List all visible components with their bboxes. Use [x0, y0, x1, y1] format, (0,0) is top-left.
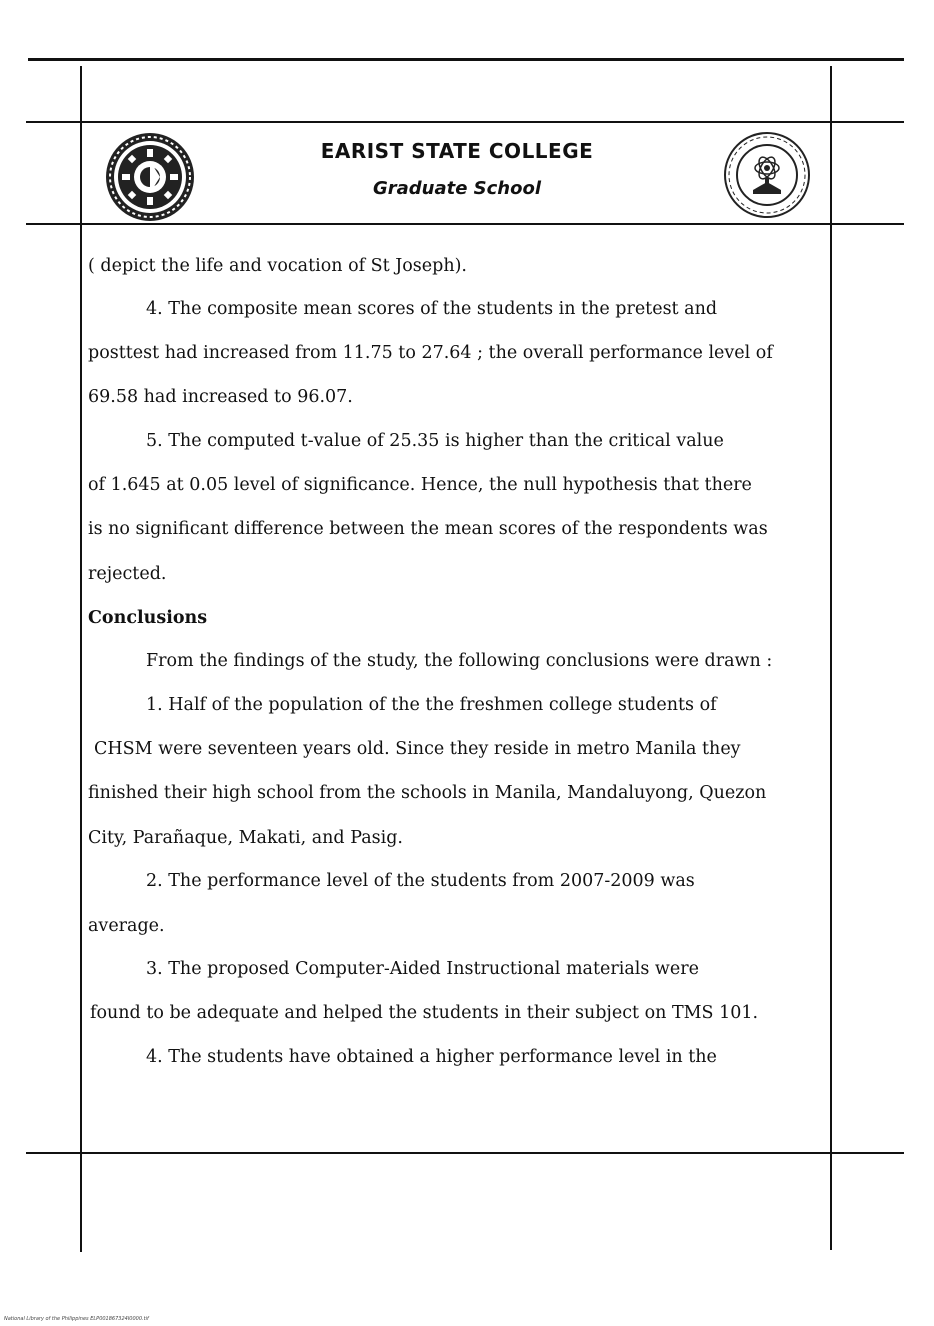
left-margin-line — [80, 66, 82, 1252]
finding-5-line-3: is no significant difference between the mean scores of the respondents was — [88, 519, 768, 539]
conclusion-1-line-1: 1. Half of the population of the the freshmen college students of — [146, 695, 717, 715]
conclusion-1-line-4: City, Parañaque, Makati, and Pasig. — [88, 828, 403, 848]
conclusion-1-line-3: finished their high school from the schools in Manila, Mandaluyong, Quezon — [88, 783, 767, 803]
graduate-seal-icon — [720, 130, 814, 220]
finding-5-line-4: rejected. — [88, 564, 167, 584]
right-margin-line — [830, 66, 832, 1250]
conclusions-heading: Conclusions — [88, 608, 208, 628]
finding-4-line-2: posttest had increased from 11.75 to 27.64 ; the overall performance level of — [88, 343, 773, 363]
footer-rule — [26, 1152, 904, 1154]
conclusion-2-line-1: 2. The performance level of the students from 2007-2009 was — [146, 871, 695, 891]
finding-5-line-1: 5. The computed t-value of 25.35 is higher than the critical value — [146, 431, 724, 451]
conclusions-intro: From the findings of the study, the following conclusions were drawn : — [146, 651, 773, 671]
letterhead — [84, 125, 830, 223]
conclusion-2-line-2: average. — [88, 916, 165, 936]
school-name: Graduate School — [372, 178, 542, 199]
conclusion-1-line-2: CHSM were seventeen years old. Since they reside in metro Manila they — [94, 739, 741, 759]
top-border — [28, 58, 904, 61]
finding-5-line-2: of 1.645 at 0.05 level of significance. Hence, the null hypothesis that there — [88, 475, 752, 495]
finding-4-line-3: 69.58 had increased to 96.07. — [88, 387, 353, 407]
conclusion-3-line-2: found to be adequate and helped the students in their subject on TMS 101. — [90, 1003, 759, 1023]
header-top-rule — [26, 121, 904, 123]
conclusion-3-line-1: 3. The proposed Computer-Aided Instructional materials were — [146, 959, 699, 979]
text-line-1: ( depict the life and vocation of St Joseph). — [88, 256, 467, 276]
finding-4-line-1: 4. The composite mean scores of the students in the pretest and — [146, 299, 718, 319]
conclusion-4-line-1: 4. The students have obtained a higher performance level in the — [146, 1047, 717, 1067]
scan-credit: National Library of the Philippines ELP001867324I0000.tif — [4, 1316, 149, 1322]
college-name: EARIST STATE COLLEGE — [320, 139, 594, 163]
graduate-school-seal-right — [720, 130, 814, 220]
header-bottom-rule — [26, 223, 904, 225]
